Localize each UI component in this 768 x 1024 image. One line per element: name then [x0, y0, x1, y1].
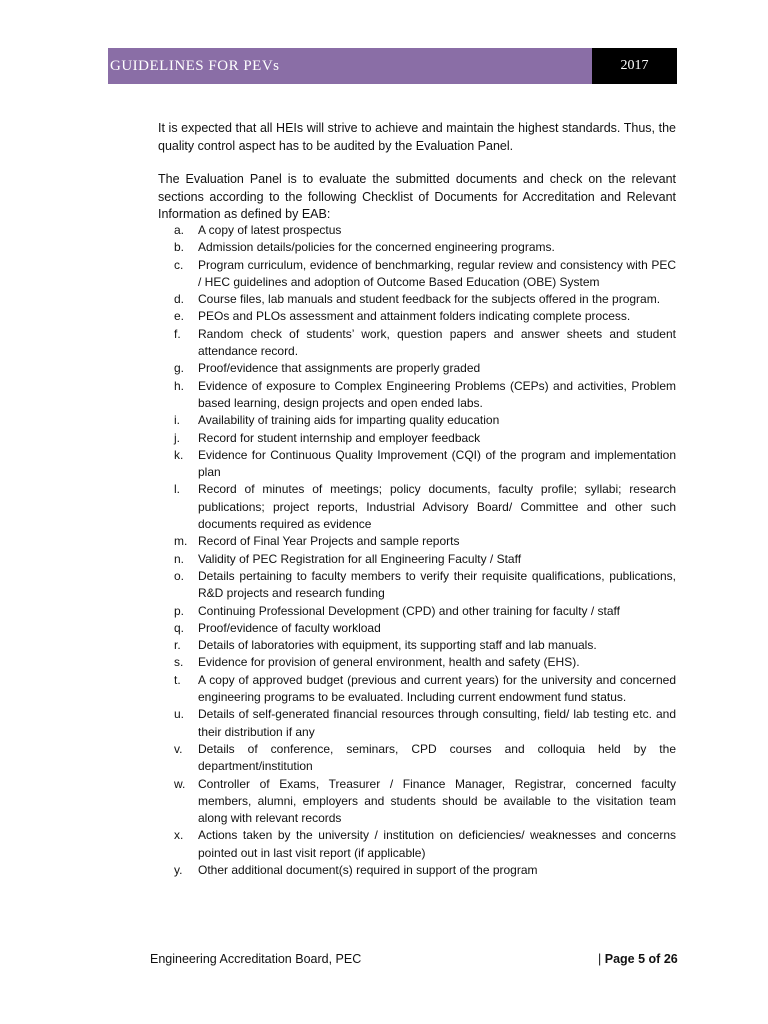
checklist-item	[158, 257, 676, 292]
checklist-item	[158, 291, 676, 308]
checklist-item	[158, 568, 676, 603]
checklist-item-text: Evidence for Continuous Quality Improvement (CQI) of the program and implementation plan	[198, 447, 676, 480]
page-number: 5	[638, 952, 646, 966]
checklist-item-marker: q.	[174, 620, 185, 635]
checklist-item-text: Record for student internship and employer feedback	[198, 430, 481, 445]
checklist-item-text: Record of minutes of meetings; policy documents, faculty profile; syllabi; research publications; project reports, Industrial Advisory Board/ Committee and other such documents required as evidence	[198, 482, 676, 532]
checklist-item-text: PEOs and PLOs assessment and attainment folders indicating complete process.	[198, 309, 631, 324]
checklist-item-text: Continuing Professional Development (CPD) and other training for faculty / staff	[198, 603, 620, 618]
checklist-item-text: Details of self-generated financial resources through consulting, field/ lab testing etc. and their distribution if any	[198, 707, 676, 739]
checklist-item	[158, 862, 676, 879]
checklist-item	[158, 551, 676, 568]
checklist-item-text: Proof/evidence of faculty workload	[198, 620, 381, 635]
checklist	[158, 222, 676, 879]
checklist-item	[158, 481, 676, 533]
checklist-item-text: Admission details/policies for the concerned engineering programs.	[198, 240, 555, 255]
checklist-item	[158, 827, 676, 862]
checklist-item-marker: v.	[174, 741, 183, 756]
checklist-item-text: Actions taken by the university / institution on deficiencies/ weaknesses and concerns pointed out in last visit report (if applicable)	[198, 828, 676, 860]
checklist-item-marker: u.	[174, 707, 185, 722]
checklist-item-text: Course files, lab manuals and student feedback for the subjects offered in the program.	[198, 292, 661, 307]
checklist-item	[158, 654, 676, 671]
checklist-item	[158, 360, 676, 377]
checklist-item	[158, 706, 676, 741]
of-label: of	[648, 952, 661, 966]
checklist-item-marker: h.	[174, 378, 185, 393]
checklist-item	[158, 222, 676, 239]
checklist-item	[158, 672, 676, 707]
checklist-item-marker: l.	[174, 482, 180, 497]
checklist-item-text: Availability of training aids for imparting quality education	[198, 413, 500, 428]
checklist-item-marker: f.	[174, 326, 181, 341]
checklist-item-marker: w.	[174, 776, 186, 791]
checklist-item-marker: y.	[174, 862, 183, 877]
checklist-item-marker: s.	[174, 655, 184, 670]
checklist-item-marker: i.	[174, 413, 180, 428]
checklist-item-text: Validity of PEC Registration for all Engineering Faculty / Staff	[198, 551, 522, 566]
checklist-item-marker: k.	[174, 447, 184, 462]
checklist-item-text: Evidence for provision of general environment, health and safety (EHS).	[198, 655, 580, 670]
checklist-item-text: Details pertaining to faculty members to verify their requisite qualifications, publications, R&D projects and research funding	[198, 568, 676, 601]
checklist-item-text: Details of conference, seminars, CPD courses and colloquia held by the department/institution	[198, 741, 676, 774]
checklist-item-marker: d.	[174, 292, 185, 307]
footer-separator: |	[598, 952, 602, 966]
checklist-item	[158, 776, 676, 828]
checklist-item	[158, 637, 676, 654]
checklist-item-marker: j.	[174, 430, 180, 445]
intro-paragraph: It is expected that all HEIs will strive to achieve and maintain the highest standards. Thus, the quality control aspect has to be audited by the Evaluation Panel.	[158, 121, 676, 153]
checklist-item	[158, 603, 676, 620]
checklist-item-marker: r.	[174, 638, 181, 653]
checklist-item-marker: e.	[174, 309, 185, 324]
checklist-item-text: Proof/evidence that assignments are properly graded	[198, 361, 481, 376]
checklist-item-marker: n.	[174, 551, 185, 566]
checklist-item-text: Program curriculum, evidence of benchmarking, regular review and consistency with PEC / HEC guidelines and adoption of Outcome Based Education (OBE) System	[198, 257, 676, 289]
checklist-item	[158, 239, 676, 256]
checklist-item	[158, 412, 676, 429]
checklist-item	[158, 430, 676, 447]
checklist-item-text: A copy of approved budget (previous and current years) for the university and concerned engineering programs to be evaluated. Including current endowment fund status.	[198, 672, 676, 705]
checklist-item-text: Details of laboratories with equipment, its supporting staff and lab manuals.	[198, 638, 597, 653]
evaluation-paragraph: The Evaluation Panel is to evaluate the submitted documents and check on the relevant sections according to the following Checklist of Documents for Accreditation and Relevant Information as defined by EAB:	[158, 172, 676, 221]
checklist-item-text: Evidence of exposure to Complex Engineering Problems (CEPs) and activities, Problem based learning, design projects and open ended labs.	[198, 378, 676, 410]
checklist-item	[158, 308, 676, 325]
checklist-item-marker: o.	[174, 568, 185, 583]
checklist-item	[158, 620, 676, 637]
checklist-item-marker: b.	[174, 240, 185, 255]
checklist-item-marker: g.	[174, 361, 185, 376]
checklist-item-text: Other additional document(s) required in support of the program	[198, 862, 538, 877]
checklist-item-marker: p.	[174, 603, 185, 618]
footer-organization: Engineering Accreditation Board, PEC	[150, 952, 362, 966]
checklist-item-marker: a.	[174, 223, 185, 237]
checklist-item-text: A copy of latest prospectus	[198, 223, 342, 237]
checklist-item	[158, 326, 676, 361]
checklist-item-text: Controller of Exams, Treasurer / Finance Manager, Registrar, concerned faculty members, alumni, employers and students should be available to the visitation team along with relevant records	[198, 776, 676, 826]
checklist-item	[158, 741, 676, 776]
checklist-item-marker: c.	[174, 257, 184, 272]
total-pages: 26	[663, 952, 678, 966]
checklist-item-marker: t.	[174, 672, 181, 687]
checklist-item	[158, 378, 676, 413]
document-header-year: 2017	[592, 48, 677, 84]
checklist-item	[158, 447, 676, 482]
checklist-item-text: Record of Final Year Projects and sample reports	[198, 534, 460, 549]
checklist-item	[158, 533, 676, 550]
checklist-item-text: Random check of students’ work, question papers and answer sheets and student attendance record.	[198, 326, 676, 359]
document-header-title: GUIDELINES FOR PEVs	[108, 48, 592, 84]
checklist-item-marker: x.	[174, 828, 184, 843]
checklist-item-marker: m.	[174, 534, 188, 549]
footer-page-number	[598, 952, 678, 966]
page-label: Page	[604, 952, 635, 966]
